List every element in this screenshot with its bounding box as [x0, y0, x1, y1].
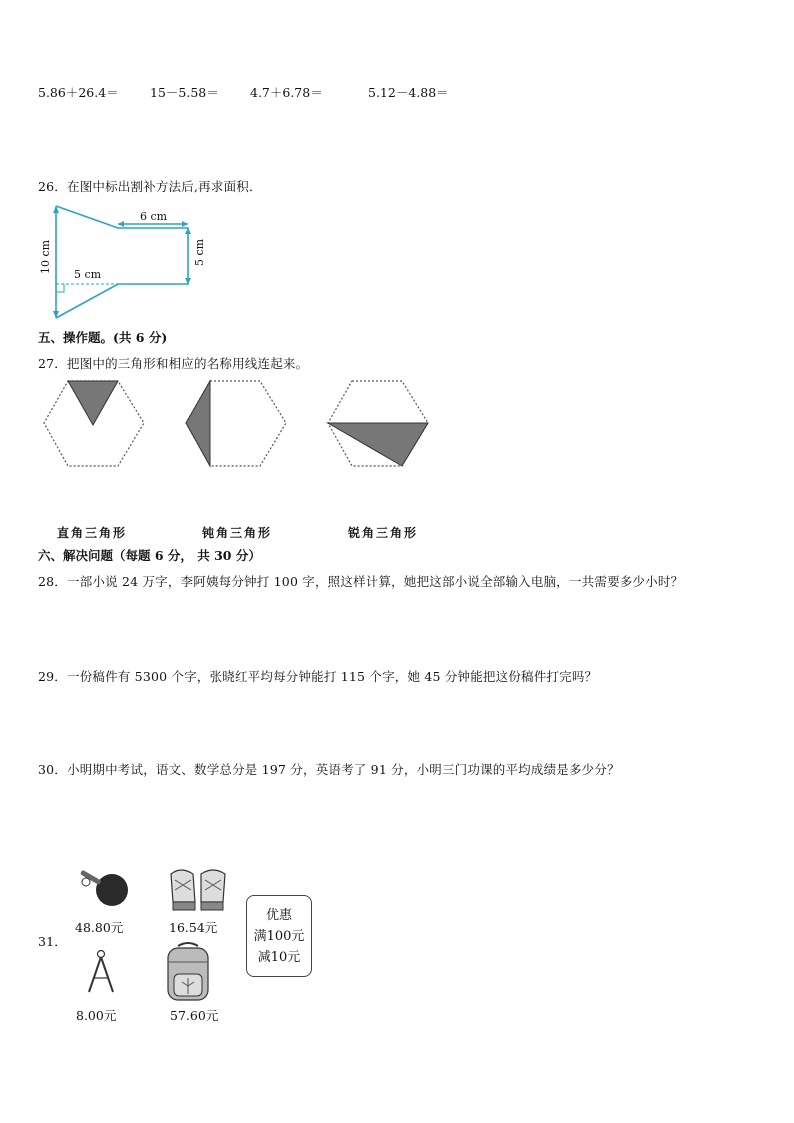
discount-box: [246, 895, 312, 977]
discount-title: 优惠: [265, 907, 292, 923]
triangle-label-acute: 锐角三角形: [348, 526, 419, 540]
compass-icon: [83, 948, 123, 998]
hexagon-2: [184, 379, 294, 469]
question-29: 29．一份稿件有 5300 个字，张晓红平均每分钟能打 115 个字，她 45 分钟能把这份稿件打完吗？: [38, 669, 598, 684]
question-31-number: 31．: [38, 934, 68, 949]
section-6-heading: 六、解决问题（每题 6 分， 共 30 分）: [38, 548, 261, 563]
calc-item-1: 5.86＋26.4＝: [38, 85, 119, 100]
discount-amount: 减10元: [257, 949, 301, 965]
hexagon-3: [326, 379, 436, 469]
section-5-heading: 五、操作题。(共 6 分): [38, 330, 168, 345]
label-bottom: 5 cm: [74, 268, 102, 281]
trapezoid-diagram: [30, 198, 230, 328]
question-30: 30．小明期中考试，语文、数学总分是 197 分，英语考了 91 分，小明三门功课的平均成绩是多少分？: [38, 762, 620, 777]
discount-threshold: 满100元: [253, 928, 305, 944]
price-backpack: 57.60元: [170, 1008, 219, 1023]
triangle-label-right: 直角三角形: [57, 526, 128, 540]
hexagon-1: [42, 379, 152, 469]
price-gloves: 16.54元: [169, 920, 218, 935]
price-compass: 8.00元: [76, 1008, 117, 1023]
label-left: 10 cm: [39, 239, 52, 274]
calc-item-3: 4.7＋6.78＝: [250, 85, 323, 100]
question-26: 26．在图中标出割补方法后,再求面积．: [38, 179, 262, 194]
label-top: 6 cm: [140, 210, 168, 223]
calc-item-4: 5.12－4.88＝: [368, 85, 449, 100]
calc-item-2: 15－5.58＝: [150, 85, 219, 100]
price-paddle: 48.80元: [75, 920, 124, 935]
backpack-icon: [160, 942, 220, 1002]
label-right: 5 cm: [193, 238, 206, 266]
triangle-label-obtuse: 钝角三角形: [202, 526, 273, 540]
question-28: 28．一部小说 24 万字，李阿姨每分钟打 100 字，照这样计算，她把这部小说全部输入电脑，一共需要多少小时？: [38, 574, 684, 589]
ping-pong-paddle-icon: [76, 866, 136, 916]
gloves-icon: [165, 866, 235, 914]
question-27: 27．把图中的三角形和相应的名称用线连起来。: [38, 356, 309, 371]
